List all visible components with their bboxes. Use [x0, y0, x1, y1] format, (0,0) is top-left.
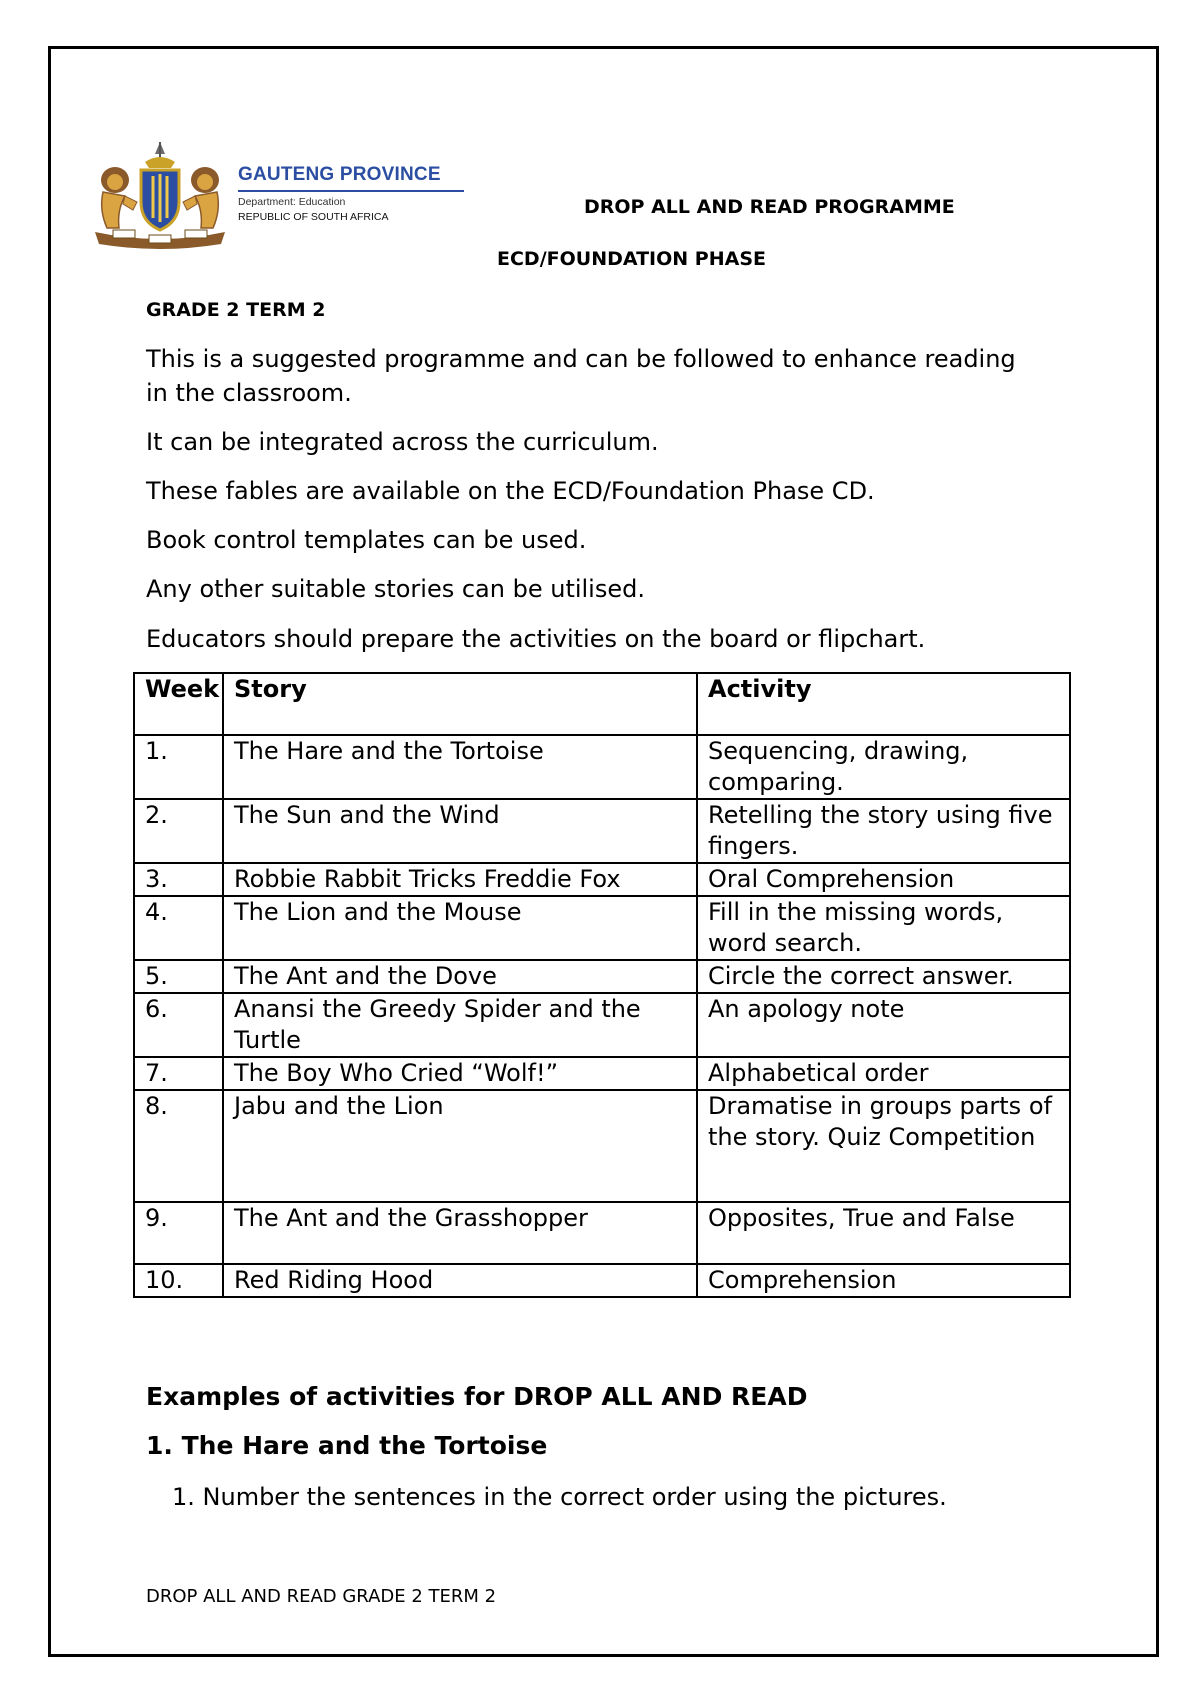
week-cell: 1. [134, 735, 223, 799]
table-row [134, 960, 1070, 993]
logo-country: REPUBLIC OF SOUTH AFRICA [238, 211, 389, 223]
logo-divider [238, 190, 464, 192]
phase-heading: ECD/FOUNDATION PHASE [497, 248, 766, 270]
grade-term-heading: GRADE 2 TERM 2 [146, 299, 326, 321]
table-row [134, 896, 1070, 960]
instruction-item: 1. Number the sentences in the correct order using the pictures. [172, 1483, 947, 1511]
table-row [134, 1057, 1070, 1090]
activity-cell: Oral Comprehension [697, 863, 1070, 896]
activity-cell: Opposites, True and False [697, 1202, 1070, 1264]
activity-cell: Retelling the story using five fingers. [697, 799, 1070, 863]
week-cell: 9. [134, 1202, 223, 1264]
table-row [134, 1202, 1070, 1264]
intro-paragraph: Educators should prepare the activities on the board or flipchart. [146, 625, 926, 653]
table-row [134, 735, 1070, 799]
coat-of-arms-icon [85, 140, 235, 252]
activity-cell: An apology note [697, 993, 1070, 1057]
story-cell: The Ant and the Grasshopper [223, 1202, 697, 1264]
story-cell: The Sun and the Wind [223, 799, 697, 863]
week-cell: 4. [134, 896, 223, 960]
header-week: Week [134, 673, 223, 735]
intro-paragraph: This is a suggested programme and can be followed to enhance reading in the classroom. [146, 345, 1016, 407]
intro-paragraph: Book control templates can be used. [146, 526, 587, 554]
activity-cell: Alphabetical order [697, 1057, 1070, 1090]
intro-paragraph: These fables are available on the ECD/Foundation Phase CD. [146, 477, 875, 505]
week-cell: 2. [134, 799, 223, 863]
table-row [134, 1264, 1070, 1297]
reading-schedule-table [133, 672, 1071, 1298]
table-row [134, 863, 1070, 896]
header-story: Story [223, 673, 697, 735]
activity-cell: Fill in the missing words, word search. [697, 896, 1070, 960]
activity-cell: Dramatise in groups parts of the story. Quiz Competition [697, 1090, 1070, 1202]
table-header-row [134, 673, 1070, 735]
story-cell: The Hare and the Tortoise [223, 735, 697, 799]
week-cell: 5. [134, 960, 223, 993]
story-heading: 1. The Hare and the Tortoise [146, 1431, 548, 1460]
table-row [134, 799, 1070, 863]
table-row [134, 993, 1070, 1057]
week-cell: 8. [134, 1090, 223, 1202]
story-cell: The Lion and the Mouse [223, 896, 697, 960]
story-cell: Anansi the Greedy Spider and the Turtle [223, 993, 697, 1057]
story-cell: Red Riding Hood [223, 1264, 697, 1297]
activity-cell: Sequencing, drawing, comparing. [697, 735, 1070, 799]
story-cell: Jabu and the Lion [223, 1090, 697, 1202]
document-title: DROP ALL AND READ PROGRAMME [584, 196, 955, 218]
intro-paragraph: Any other suitable stories can be utilised. [146, 575, 645, 603]
gauteng-logo [85, 140, 475, 252]
week-cell: 6. [134, 993, 223, 1057]
table-row [134, 1090, 1070, 1202]
activity-cell: Comprehension [697, 1264, 1070, 1297]
logo-department: Department: Education [238, 196, 346, 208]
logo-province: GAUTENG PROVINCE [238, 164, 441, 185]
story-cell: The Ant and the Dove [223, 960, 697, 993]
story-cell: Robbie Rabbit Tricks Freddie Fox [223, 863, 697, 896]
header-activity: Activity [697, 673, 1070, 735]
page-footer: DROP ALL AND READ GRADE 2 TERM 2 [146, 1586, 497, 1607]
examples-heading: Examples of activities for DROP ALL AND READ [146, 1382, 808, 1411]
story-cell: The Boy Who Cried “Wolf!” [223, 1057, 697, 1090]
intro-paragraph: It can be integrated across the curriculum. [146, 428, 659, 456]
week-cell: 3. [134, 863, 223, 896]
week-cell: 10. [134, 1264, 223, 1297]
week-cell: 7. [134, 1057, 223, 1090]
activity-cell: Circle the correct answer. [697, 960, 1070, 993]
